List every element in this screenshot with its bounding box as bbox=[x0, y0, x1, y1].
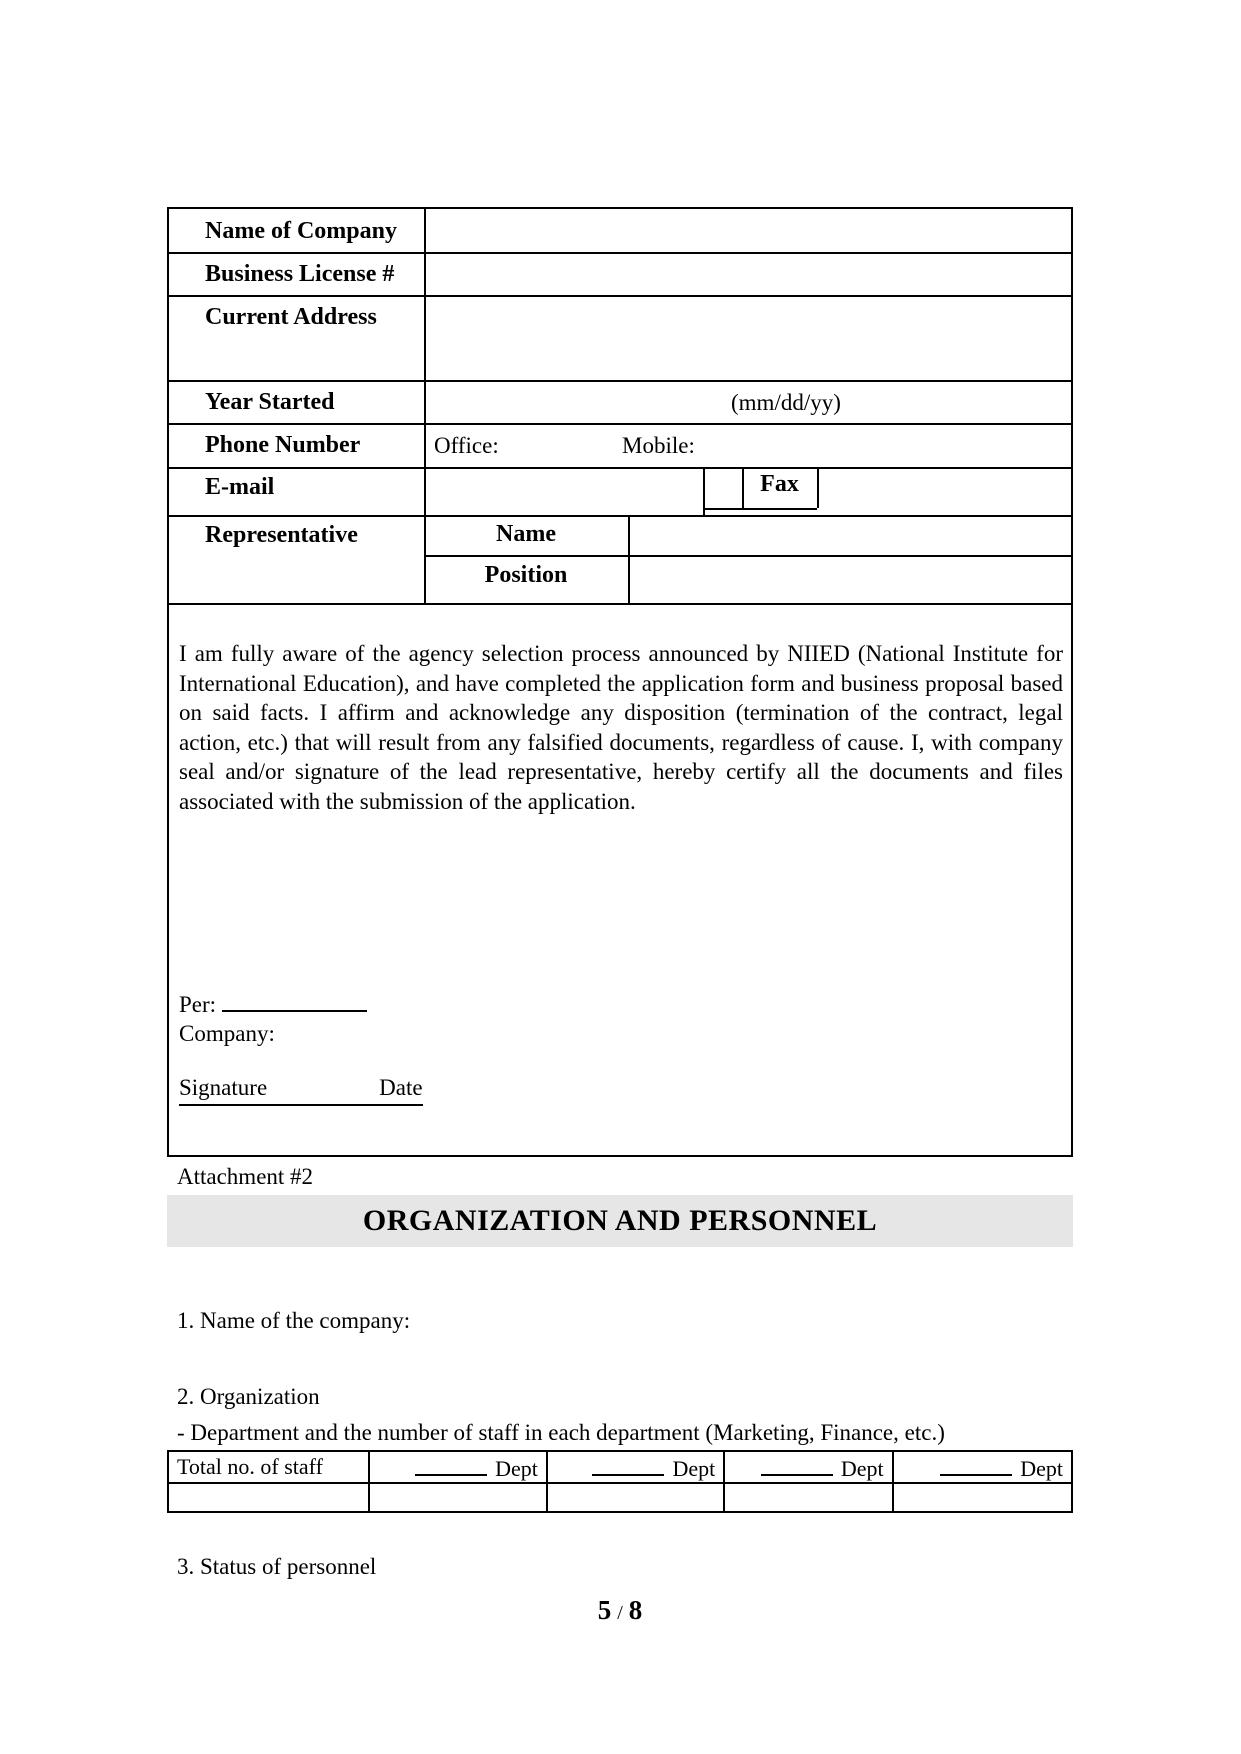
section-title-bar bbox=[167, 1195, 1073, 1247]
staff-dept-header-3 bbox=[724, 1451, 892, 1483]
signature-date-underline[interactable] bbox=[179, 1073, 423, 1106]
dept-blank-1[interactable] bbox=[415, 1452, 487, 1476]
field-email[interactable] bbox=[426, 469, 701, 515]
field-year-started[interactable] bbox=[426, 382, 1071, 423]
dept-label: Dept bbox=[840, 1456, 884, 1481]
staff-dept-value-4[interactable] bbox=[893, 1483, 1072, 1512]
field-phone-number[interactable] bbox=[426, 425, 1071, 467]
staff-total-value[interactable] bbox=[168, 1483, 369, 1512]
page-number-separator: / bbox=[617, 1602, 623, 1624]
label-year-started: Year Started bbox=[205, 389, 335, 415]
phone-office-label: Office: bbox=[434, 433, 499, 458]
label-name-of-company: Name of Company bbox=[205, 218, 397, 244]
staff-table-data-row bbox=[168, 1483, 1072, 1512]
declaration-paragraph: I am fully aware of the agency selection process announced by NIIED (National Institute for International Education), and have completed the application form and business proposal based on said facts. I affirm and acknowledge any disposition (termination of the contract, legal action, etc.) that will result from any falsified documents, regardless of cause. I, with company seal and/or signature of the lead representative, hereby certify all the documents and files associated with the submission of the application. bbox=[179, 641, 1063, 814]
staff-dept-header-2 bbox=[547, 1451, 724, 1483]
label-phone-number: Phone Number bbox=[205, 432, 361, 458]
field-fax[interactable] bbox=[819, 469, 1071, 515]
page-number-current: 5 bbox=[597, 1595, 612, 1625]
staff-dept-header-4 bbox=[893, 1451, 1072, 1483]
label-representative: Representative bbox=[205, 522, 358, 548]
field-current-address[interactable] bbox=[426, 297, 1071, 380]
year-started-format-hint: (mm/dd/yy) bbox=[731, 390, 841, 415]
item-2-organization: 2. Organization bbox=[177, 1384, 320, 1409]
dept-label: Dept bbox=[672, 1456, 716, 1481]
company-line bbox=[179, 1019, 275, 1048]
phone-mobile-label: Mobile: bbox=[622, 433, 695, 458]
fax-area-left-border bbox=[703, 467, 705, 515]
staff-dept-header-1 bbox=[369, 1451, 546, 1483]
staff-dept-value-1[interactable] bbox=[369, 1483, 546, 1512]
per-line bbox=[179, 987, 367, 1019]
item-1-company-name: 1. Name of the company: bbox=[177, 1308, 411, 1333]
company-label: Company: bbox=[179, 1021, 275, 1046]
date-label: Date bbox=[379, 1075, 423, 1100]
label-business-license: Business License # bbox=[205, 261, 395, 287]
item-2-note-departments: - Department and the number of staff in each department (Marketing, Finance, etc.) bbox=[177, 1420, 945, 1445]
dept-blank-2[interactable] bbox=[592, 1452, 664, 1476]
page-number-total: 8 bbox=[628, 1595, 643, 1625]
attachment-label: Attachment #2 bbox=[177, 1164, 314, 1189]
staff-table bbox=[167, 1450, 1073, 1513]
field-rep-name[interactable] bbox=[630, 517, 1071, 555]
staff-dept-value-3[interactable] bbox=[724, 1483, 892, 1512]
per-blank-line[interactable] bbox=[222, 987, 367, 1012]
label-rep-name: Name bbox=[496, 521, 556, 547]
dept-label: Dept bbox=[1020, 1456, 1063, 1481]
item-3-status-of-personnel: 3. Status of personnel bbox=[177, 1554, 377, 1579]
staff-dept-value-2[interactable] bbox=[547, 1483, 724, 1512]
label-current-address: Current Address bbox=[205, 304, 377, 330]
label-rep-position: Position bbox=[484, 562, 568, 588]
dept-blank-4[interactable] bbox=[940, 1452, 1012, 1476]
field-name-of-company[interactable] bbox=[426, 209, 1071, 252]
signature-date-line bbox=[179, 1073, 423, 1106]
label-email: E-mail bbox=[205, 474, 275, 500]
per-label: Per: bbox=[179, 992, 217, 1017]
dept-blank-3[interactable] bbox=[761, 1452, 833, 1476]
label-fax: Fax bbox=[760, 471, 799, 497]
staff-table-header-row bbox=[168, 1451, 1072, 1483]
dept-label: Dept bbox=[495, 1456, 538, 1481]
signature-label: Signature bbox=[179, 1075, 268, 1100]
application-form-box bbox=[167, 207, 1073, 1157]
field-rep-position[interactable] bbox=[630, 557, 1071, 603]
staff-total-header: Total no. of staff bbox=[168, 1451, 369, 1483]
page-number bbox=[167, 1595, 1073, 1626]
section-title: ORGANIZATION AND PERSONNEL bbox=[362, 1204, 878, 1237]
field-business-license[interactable] bbox=[426, 254, 1071, 295]
fax-cell-bottom-border bbox=[703, 508, 817, 510]
form-table-bottom-border bbox=[169, 603, 1071, 605]
